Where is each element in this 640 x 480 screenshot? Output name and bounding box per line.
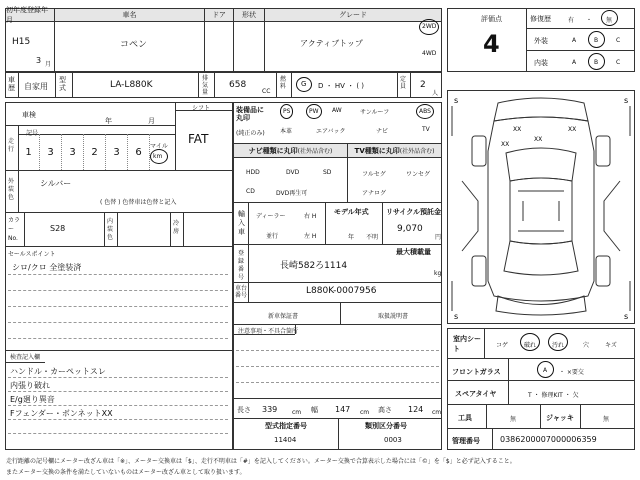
displacement-value: 658: [229, 80, 247, 90]
equip-item: AW: [332, 107, 342, 114]
diagram-mark-7: s: [454, 312, 459, 321]
tools-label: 工具: [458, 414, 472, 422]
reg-label: 初年度登録年月: [6, 9, 54, 22]
dealer: ディーラー: [256, 213, 286, 220]
mgmt-value: 0386200007000006359: [500, 435, 597, 444]
int-grade-b: B: [594, 59, 599, 66]
ext-grade-label: 外装: [534, 37, 548, 45]
equip-item: TV: [422, 126, 430, 133]
fuel-g: G: [301, 80, 307, 88]
diagram-mark-8: s: [624, 312, 629, 321]
score-label: 評価点: [481, 15, 502, 23]
int-grade-a: A: [572, 59, 577, 66]
color-no-value: S28: [50, 224, 66, 233]
height-value: 124: [408, 405, 424, 414]
tv-full: フルセグ: [362, 171, 386, 178]
equip-item: ナビ: [376, 128, 389, 135]
height-label: 高さ: [378, 406, 392, 414]
import-label: 輸入車: [238, 210, 245, 236]
glass-rest: ・ ×要交: [559, 369, 584, 376]
int-grade-label: 内装: [534, 59, 548, 67]
note-4: Fフェンダー・ボンネットXX: [10, 409, 113, 418]
shape-label: 形状: [234, 9, 264, 22]
month-unit: 月: [45, 61, 52, 68]
odo-digit: 1: [18, 134, 40, 170]
caution-label: 注意事項・不具合箇所: [238, 328, 299, 335]
int-grade-c: C: [616, 59, 621, 66]
odo-label: 走行: [8, 138, 15, 153]
seat-yabure: 破れ: [524, 342, 537, 349]
parallel: 並行: [266, 233, 279, 240]
diagram-mark-6: s: [624, 96, 629, 105]
capacity-unit: 人: [432, 90, 439, 97]
wear-label: 修復歴: [530, 15, 551, 23]
diagram-mark-1: XX: [513, 126, 522, 133]
glass-label: フロントガラス: [452, 368, 501, 376]
diagram-mark-5: s: [454, 96, 459, 105]
equip-sub: (純正のみ): [236, 130, 265, 137]
tv-label-text: TV種類に丸印: [354, 146, 400, 155]
seat-kizu: キズ: [605, 342, 617, 349]
mile-label: マイル: [150, 143, 168, 150]
navi-hdd: HDD: [246, 169, 260, 176]
model-year-unknown: 不明: [366, 234, 379, 241]
note-1: ハンドル・カーペットスレ: [10, 367, 106, 376]
capacity-label: 定員: [400, 76, 407, 90]
plate-value: 長崎582ろ1114: [280, 261, 348, 271]
jack-value: 無: [603, 416, 610, 423]
shift-value: FAT: [188, 132, 209, 146]
max-load-label: 最大積載量: [396, 248, 431, 256]
equip-item: ABS: [416, 104, 434, 119]
footer-line1: 走行距離の記号欄にメーター改ざん車は「※」、メーター交換車は「$」、走行不明車は「#」を記入してください。メーター交換で合算表示した場合には「©」を「$」と必ず記入すること。: [6, 458, 516, 465]
seat-yogore: 汚れ: [552, 342, 565, 349]
cc-unit: CC: [262, 88, 271, 95]
kg: kg: [434, 270, 442, 277]
navi-label: [234, 144, 347, 158]
km-label: km: [153, 153, 163, 160]
fuel-label: 燃料: [280, 76, 287, 90]
equip-item: エアバック: [316, 128, 346, 135]
car-history: 自家用: [24, 82, 48, 91]
navi-sd: SD: [323, 169, 332, 176]
drive-2wd: 2WD: [422, 23, 437, 30]
type-no-value: 11404: [274, 436, 297, 444]
seat-ana: 穴: [583, 342, 590, 349]
row2-frame: [5, 72, 442, 98]
inspection-month: 月: [148, 117, 155, 125]
height-unit: cm: [432, 409, 442, 416]
type-label: 型式: [59, 76, 66, 92]
int-color-label: 内装色: [107, 218, 114, 241]
width-label: 幅: [311, 406, 318, 414]
mgmt-label: 管理番号: [452, 437, 480, 445]
odo-digits: [18, 134, 152, 170]
sales-label: セールスポイント: [8, 251, 56, 258]
wear-sep: ・: [586, 17, 593, 24]
ext-color-label: 外装色: [8, 178, 15, 201]
sales-point: シロ/クロ 全塗装済: [12, 263, 82, 272]
diagram-mark-4: XX: [501, 141, 510, 148]
inspection-year: 年: [105, 117, 112, 125]
spare-items: T ・ 修理KIT ・ 欠: [528, 392, 579, 399]
note-2: 内張り破れ: [10, 381, 50, 390]
car-name: コペン: [120, 40, 148, 50]
glass-a: A: [543, 367, 548, 374]
tv-analog: アナログ: [362, 190, 387, 197]
equip-item: PS: [280, 104, 293, 119]
car-history-label: 車歴: [8, 76, 15, 92]
navi-label-text: ナビ種類に丸印: [248, 146, 298, 155]
equip-label: 装備品に丸印: [236, 106, 264, 122]
inspection-label: 車検: [22, 111, 36, 119]
navi-dvd: DVD: [286, 169, 300, 176]
spare-label: スペアタイヤ: [455, 390, 497, 398]
ext-grade-b: B: [594, 37, 599, 44]
width-value: 147: [335, 405, 351, 414]
color-no-label: カラーNo.: [8, 217, 21, 242]
width-unit: cm: [360, 409, 370, 416]
equip-item: サンルーフ: [360, 109, 390, 116]
length-label: 長さ: [237, 406, 251, 414]
reg-year: H15: [12, 37, 31, 47]
tv-sub: (社外品含む): [399, 148, 435, 155]
odo-digit: 3: [106, 134, 128, 170]
length-value: 339: [262, 405, 278, 414]
left-hd: 左 H: [304, 233, 317, 240]
chassis-value: L880K-0007956: [306, 286, 377, 296]
score-value: 4: [483, 30, 500, 58]
fuel-rest: D ・ HV ・ ( ): [318, 82, 365, 90]
chassis-label: 車台番号: [235, 285, 248, 299]
right-hd: 右 H: [304, 213, 317, 220]
equip-item: 本革: [280, 128, 293, 135]
name-label: 車名: [55, 9, 204, 22]
odo-digit: 3: [40, 134, 62, 170]
door-label: ドア: [205, 9, 233, 22]
odo-digit: 3: [62, 134, 84, 170]
footer-line2: またメーター交換の条件を満たしていないものはメーター改ざん車として取り扱います。: [6, 469, 246, 476]
wear-no: 無: [606, 17, 613, 24]
odo-digit: 6: [128, 134, 150, 170]
ext-grade-a: A: [572, 37, 577, 44]
diagram-mark-2: XX: [568, 126, 577, 133]
navi-dvd-play: DVD再生可: [276, 190, 308, 197]
model-year-year: 年: [348, 234, 355, 241]
recycle-label: リサイクル預託金: [386, 208, 442, 216]
color-value: シルバー: [40, 179, 72, 188]
odo-digit: 2: [84, 134, 106, 170]
tv-one: ワンセグ: [406, 171, 431, 178]
cold-label: 冷房: [173, 220, 180, 235]
length-unit: cm: [292, 409, 302, 416]
model-year-label: モデル年式: [334, 208, 369, 216]
class-no-value: 0003: [384, 436, 402, 444]
color-change-label: ( 色替 ) 色替車は色替と記入: [100, 199, 177, 206]
model-code: LA-L880K: [110, 80, 153, 90]
shift-label: シフト: [192, 105, 211, 112]
jack-label: ジャッキ: [546, 414, 574, 422]
warranty-label: 新車保証書: [268, 313, 299, 320]
ext-grade-c: C: [616, 37, 621, 44]
drive-4wd: 4WD: [422, 50, 437, 57]
plate-label: 登録番号: [238, 250, 245, 281]
digit-label: 記号: [26, 130, 39, 137]
manual-label: 取扱説明書: [378, 313, 409, 320]
wear-yes: 有: [568, 17, 575, 24]
notes-label: 検査記入欄: [10, 354, 41, 361]
recycle-value: 9,070: [397, 224, 423, 234]
diagram-mark-3: XX: [534, 136, 543, 143]
note-3: E/g廻り異音: [10, 395, 55, 404]
car-diagram: [448, 91, 634, 323]
grade-label: グレード: [265, 9, 441, 22]
grade-value: アクティブトップ: [300, 39, 363, 48]
type-no-label: 型式指定番号: [265, 422, 307, 430]
tools-value: 無: [510, 416, 517, 423]
yen: 円: [435, 234, 442, 241]
equip-row1: [270, 104, 442, 124]
seat-label: 室内シート: [453, 335, 481, 353]
reg-month: 3: [36, 56, 42, 65]
seat-koge: コゲ: [496, 342, 509, 349]
tv-label: [348, 144, 441, 158]
class-no-label: 類別区分番号: [365, 422, 407, 430]
navi-cd: CD: [246, 188, 255, 195]
displacement-label: 排気量: [202, 75, 209, 96]
equip-item: PW: [306, 104, 322, 119]
equip-row2: [270, 124, 442, 140]
capacity-value: 2: [420, 80, 426, 90]
navi-sub: (社外品含む): [297, 148, 333, 155]
